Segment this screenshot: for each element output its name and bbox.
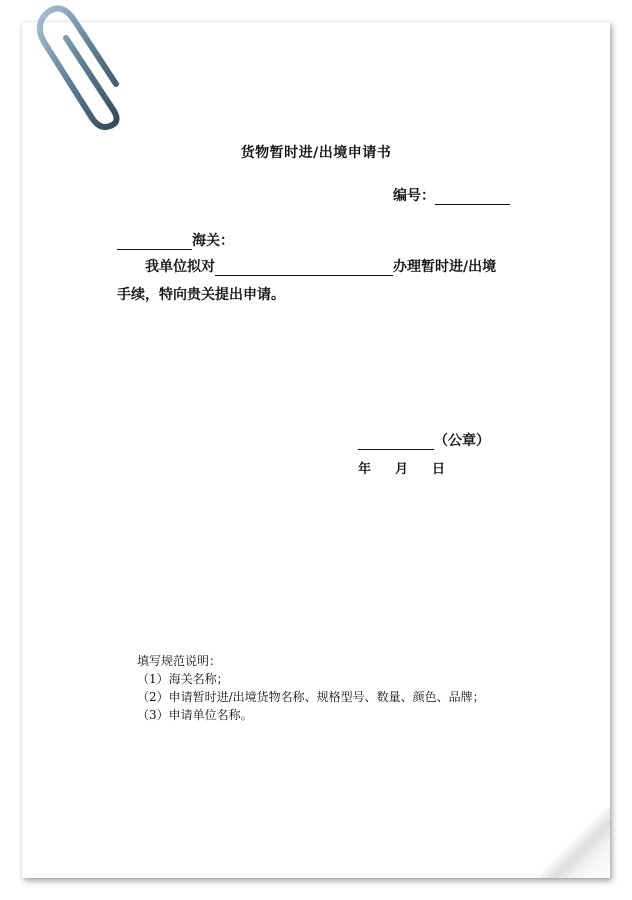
applicant-blank[interactable] [358, 435, 434, 450]
date-year: 年 [358, 462, 372, 477]
customs-name-blank[interactable] [117, 235, 192, 250]
body-line-2: 手续，特向贵关提出申请。 [117, 287, 285, 303]
filling-instructions [137, 652, 485, 724]
body-line1-prefix: 我单位拟对 [145, 259, 215, 275]
seal-row [358, 430, 490, 450]
document-title: 货物暂时进/出境申请书 [240, 145, 392, 161]
customs-suffix: 海关： [192, 233, 234, 249]
paperclip-icon [30, 0, 140, 130]
goods-blank[interactable] [215, 261, 393, 276]
number-blank[interactable] [435, 190, 510, 205]
note-item: （1）海关名称； [137, 672, 229, 686]
number-field-row [393, 185, 510, 205]
page-curl [540, 808, 610, 878]
note-item: （2）申请暂时进/出境货物名称、规格型号、数量、颜色、品牌； [137, 690, 485, 704]
customs-row [117, 230, 234, 250]
notes-heading: 填写规范说明： [137, 654, 222, 668]
seal-label: （公章） [434, 433, 490, 449]
document-sheet [22, 22, 610, 878]
body-line-1 [145, 256, 496, 276]
note-item: （3）申请单位名称。 [137, 708, 253, 722]
date-month: 月 [395, 462, 409, 477]
date-row [358, 458, 469, 477]
date-day: 日 [432, 462, 446, 477]
number-label: 编号： [393, 188, 435, 204]
body-line1-suffix: 办理暂时进/出境 [393, 259, 497, 275]
